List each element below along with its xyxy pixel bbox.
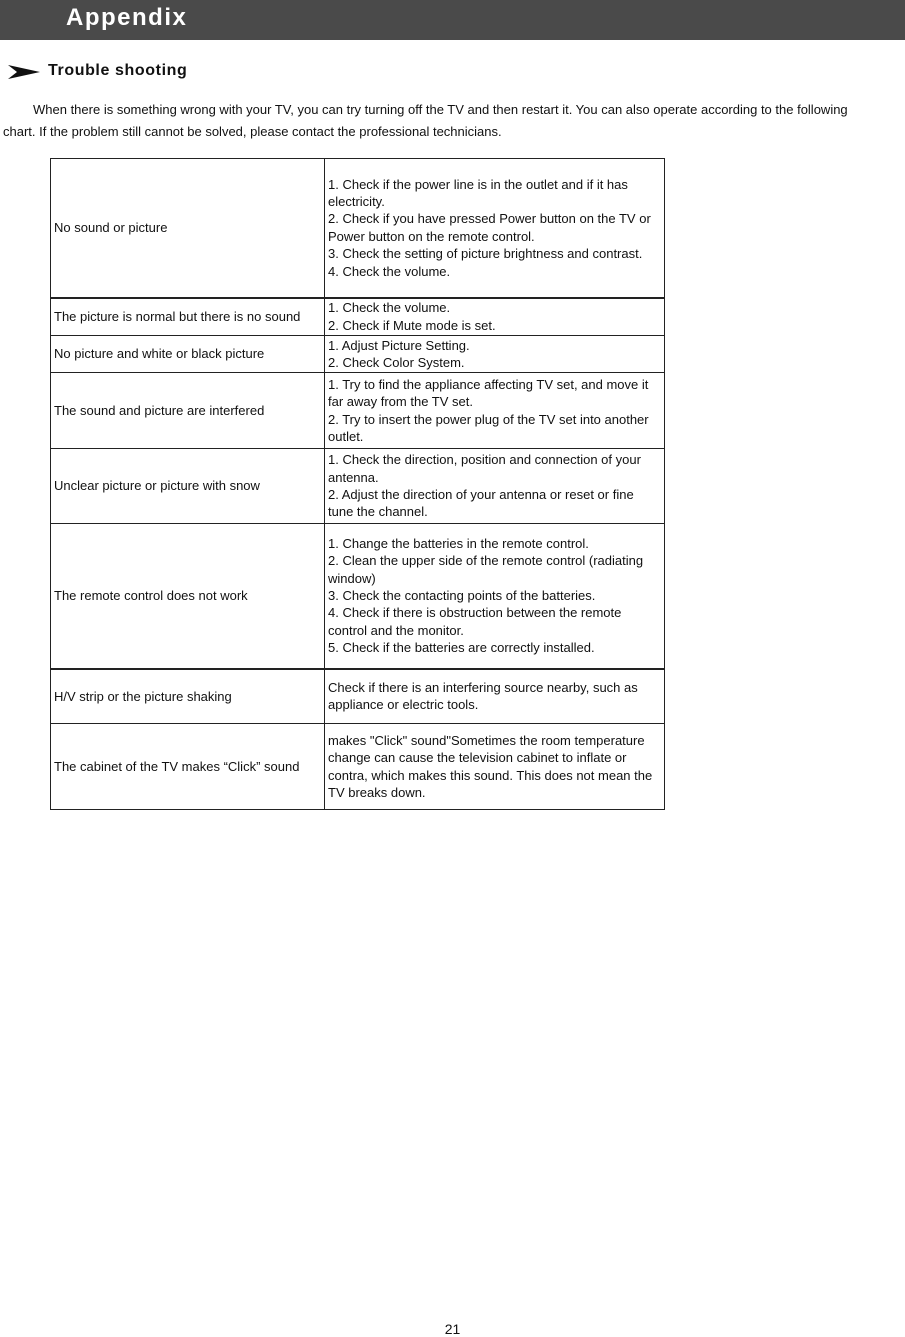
arrow-pointer-icon	[8, 65, 40, 79]
problem-cell: The cabinet of the TV makes “Click” sound	[51, 724, 325, 810]
table-row	[51, 298, 665, 336]
solution-line: 2. Adjust the direction of your antenna or reset or fine tune the channel.	[328, 487, 634, 520]
header-bar	[0, 0, 905, 40]
solution-line: 3. Check the contacting points of the batteries.	[328, 588, 596, 604]
solution-line: 2. Check if you have pressed Power button on the TV or Power button on the remote control.	[328, 211, 651, 244]
solution-line: 1. Check the direction, position and connection of your antenna.	[328, 452, 641, 485]
solution-line: makes "Click" sound"Sometimes the room temperature change can cause the television cabinet to inflate or contra, which makes this sound. This does not mean the TV breaks down.	[328, 732, 653, 800]
solution-line: 5. Check if the batteries are correctly installed.	[328, 640, 595, 656]
solution-line: 1. Check if the power line is in the outlet and if it has electricity.	[328, 176, 628, 209]
solution-line: 2. Check Color System.	[328, 355, 465, 370]
solution-line: 4. Check if there is obstruction between the remote control and the monitor.	[328, 605, 622, 638]
section-title: Trouble shooting	[48, 62, 188, 79]
table-row	[51, 524, 665, 669]
problem-cell: The sound and picture are interfered	[51, 373, 325, 449]
solution-cell	[325, 669, 665, 724]
solution-line: 1. Change the batteries in the remote control.	[328, 535, 589, 551]
solution-cell	[325, 724, 665, 810]
problem-cell: Unclear picture or picture with snow	[51, 449, 325, 524]
solution-cell	[325, 449, 665, 524]
table-row	[51, 336, 665, 373]
problem-cell: No picture and white or black picture	[51, 336, 325, 373]
page-title: Appendix	[66, 4, 188, 31]
solution-line: 1. Adjust Picture Setting.	[328, 337, 470, 353]
solution-line: 2. Check if Mute mode is set.	[328, 317, 496, 333]
problem-cell: No sound or picture	[51, 159, 325, 298]
table-row	[51, 669, 665, 724]
solution-line: 1. Try to find the appliance affecting TV set, and move it far away from the TV set.	[328, 376, 649, 410]
table-row	[51, 724, 665, 810]
solution-line: 2. Clean the upper side of the remote control (radiating window)	[328, 553, 644, 586]
solution-cell	[325, 159, 665, 298]
table-row	[51, 159, 665, 298]
table-body	[51, 159, 665, 810]
solution-cell	[325, 524, 665, 669]
problem-cell: H/V strip or the picture shaking	[51, 669, 325, 724]
solution-line: 4. Check the volume.	[328, 263, 451, 279]
solution-cell	[325, 298, 665, 336]
solution-line: Check if there is an interfering source nearby, such as appliance or electric tools.	[328, 679, 638, 713]
table-row	[51, 449, 665, 524]
page-number: 21	[444, 1321, 461, 1337]
problem-cell: The remote control does not work	[51, 524, 325, 669]
solution-line: 2. Try to insert the power plug of the TV set into another outlet.	[328, 411, 649, 444]
solution-line: 1. Check the volume.	[328, 300, 451, 316]
problem-cell: The picture is normal but there is no sound	[51, 298, 325, 336]
solution-cell	[325, 373, 665, 449]
solution-cell	[325, 336, 665, 373]
intro-paragraph	[3, 99, 863, 143]
table-row	[51, 373, 665, 449]
troubleshooting-table	[50, 158, 665, 810]
intro-text: When there is something wrong with your TV, you can try turning off the TV and then restart it. You can also operate according to the following chart. If the problem still cannot be solved, please contact the professional technicians.	[3, 102, 848, 139]
solution-line: 3. Check the setting of picture brightness and contrast.	[328, 246, 643, 262]
